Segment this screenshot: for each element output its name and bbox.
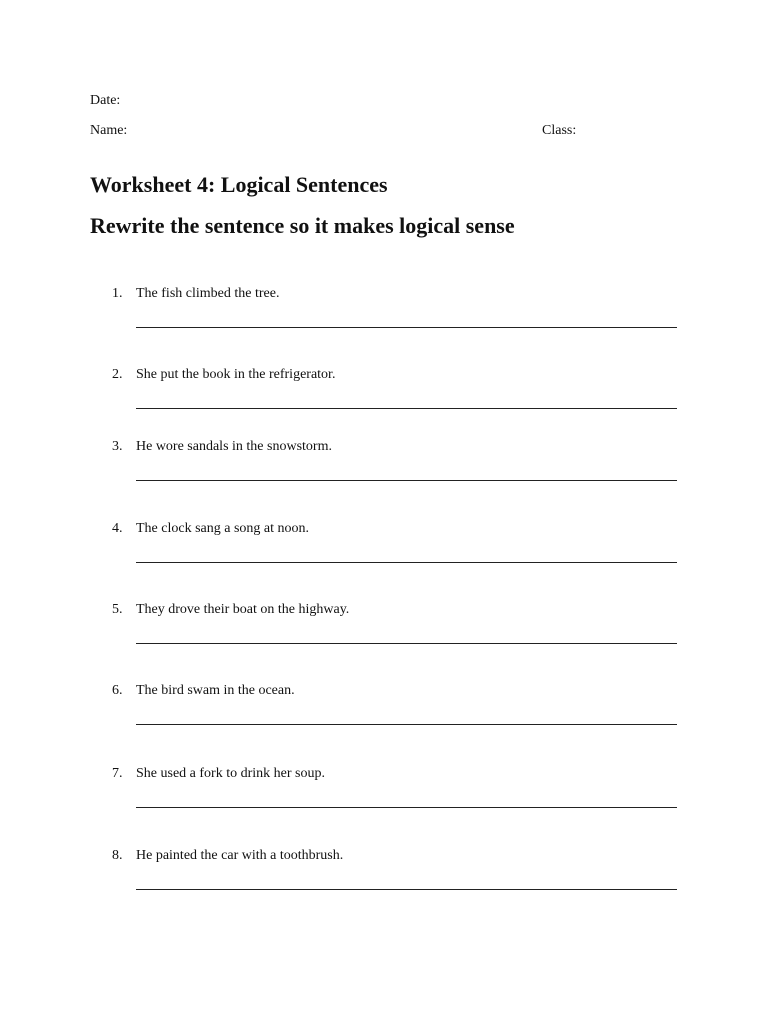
answer-line[interactable] [136,724,677,725]
question-number: 3. [112,439,123,454]
question-text: They drove their boat on the highway. [136,602,350,617]
answer-line[interactable] [136,327,677,328]
question-number: 5. [112,602,123,617]
class-label: Class: [542,123,577,138]
answer-line[interactable] [136,889,677,890]
name-label: Name: [90,123,128,138]
question-number: 7. [112,766,123,781]
question-item [0,766,768,826]
question-text: The clock sang a song at noon. [136,521,310,536]
question-text: She put the book in the refrigerator. [136,367,336,382]
answer-line[interactable] [136,408,677,409]
question-item [0,602,768,662]
question-item [0,439,768,499]
question-text: The fish climbed the tree. [136,286,280,301]
question-number: 1. [112,286,123,301]
question-number: 8. [112,848,123,863]
worksheet-instructions: Rewrite the sentence so it makes logical sense [90,213,515,238]
date-label: Date: [90,93,121,108]
question-number: 6. [112,683,123,698]
answer-line[interactable] [136,643,677,644]
answer-line[interactable] [136,807,677,808]
worksheet-title: Worksheet 4: Logical Sentences [90,172,388,197]
question-number: 4. [112,521,123,536]
question-item [0,683,768,743]
question-item [0,367,768,427]
question-number: 2. [112,367,123,382]
question-item [0,848,768,908]
answer-line[interactable] [136,480,677,481]
question-item [0,286,768,346]
question-text: He painted the car with a toothbrush. [136,848,344,863]
question-text: The bird swam in the ocean. [136,683,295,698]
question-text: He wore sandals in the snowstorm. [136,439,332,454]
question-text: She used a fork to drink her soup. [136,766,325,781]
question-item [0,521,768,581]
answer-line[interactable] [136,562,677,563]
